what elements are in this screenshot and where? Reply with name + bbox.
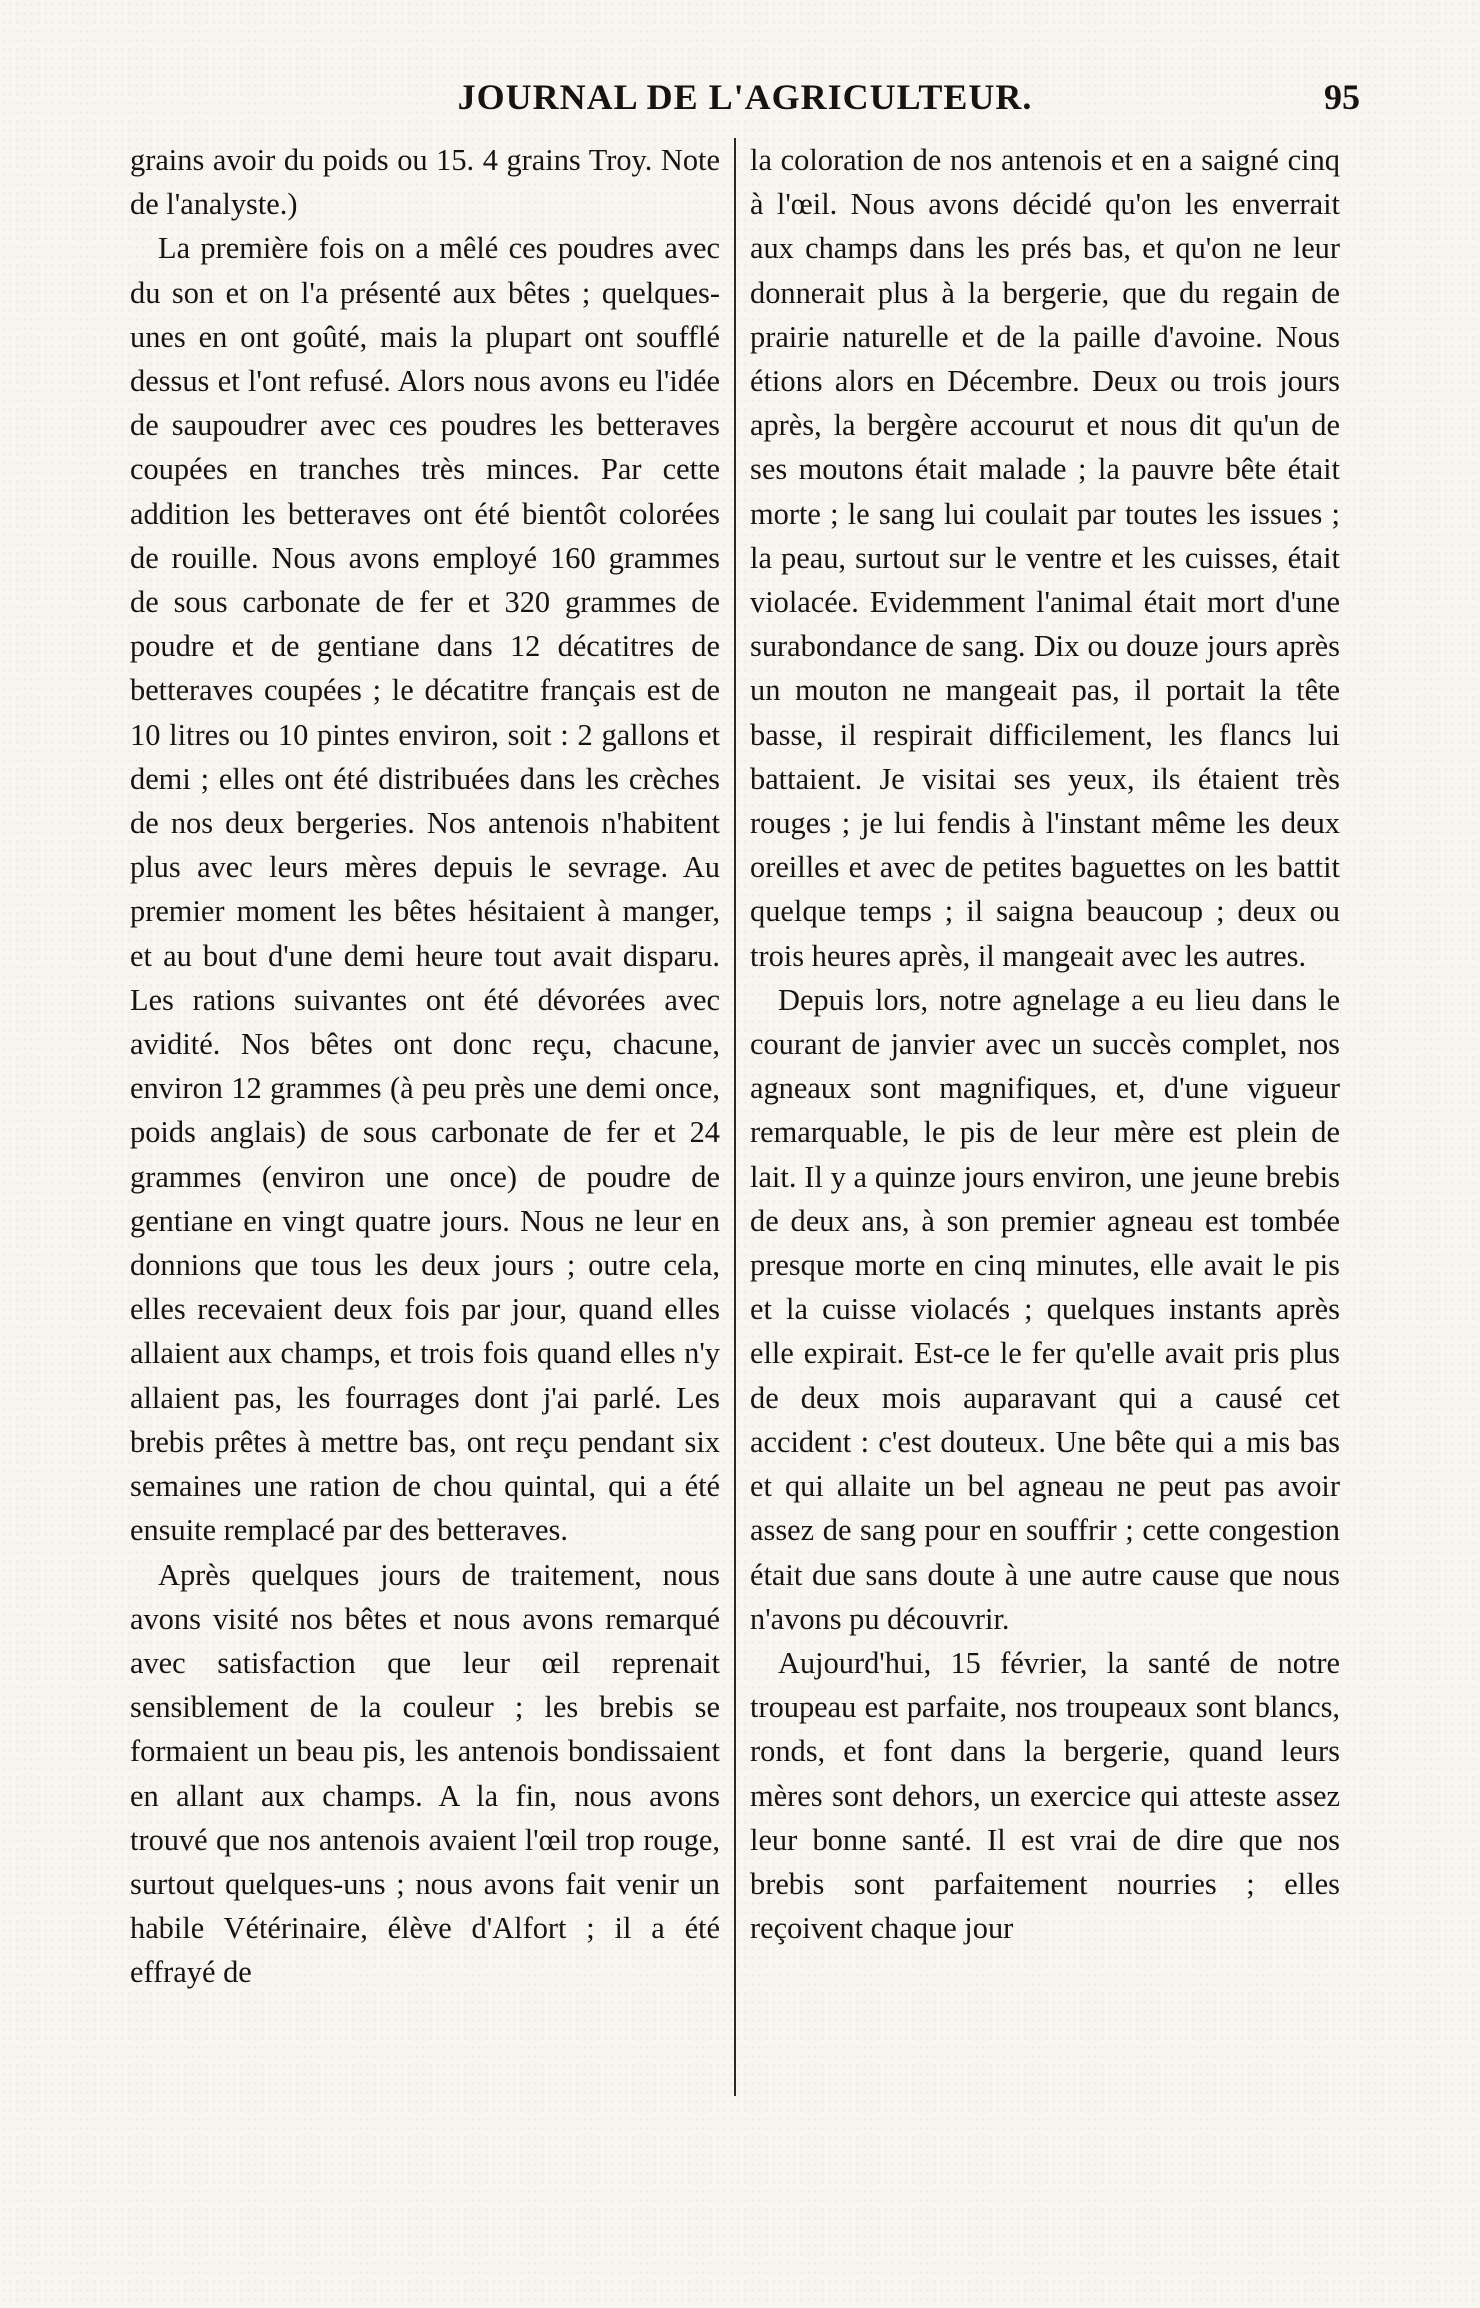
page-header [130, 70, 1360, 130]
running-title: JOURNAL DE L'AGRICULTEUR. [457, 77, 1033, 117]
right-column [750, 138, 1340, 1950]
left-paragraph-3: Après quelques jours de traitement, nous avons visité nos bêtes et nous avons remarqué avec satisfaction que leur œil reprenait sensiblement de la couleur ; les brebis se formaient un beau pis, les antenois bondissaient en allant aux champs. A la fin, nous avons trouvé que nos antenois avaient l'œil trop rouge, surtout quelques-uns ; nous avons fait venir un habile Vétérinaire, élève d'Alfort ; il a été effrayé de [130, 1557, 720, 1990]
right-paragraph-1: la coloration de nos antenois et en a saigné cinq à l'œil. Nous avons décidé qu'on les enverrait aux champs dans les prés bas, et qu'on ne leur donnerait plus à la bergerie, que du regain de prairie naturelle et de la paille d'avoine. Nous étions alors en Décembre. Deux ou trois jours après, la bergère accourut et nous dit qu'un de ses moutons était malade ; la pauvre bête était morte ; le sang lui coulait par toutes les issues ; la peau, surtout sur le ventre et les cuisses, était violacée. Evidemment l'animal était mort d'une surabondance de sang. Dix ou douze jours après un mouton ne mangeait pas, il portait la tête basse, il respirait difficilement, les flancs lui battaient. Je visitai ses yeux, ils étaient très rouges ; je lui fendis à l'instant même les deux oreilles et avec de petites baguettes on les battit quelque temps ; il saigna beaucoup ; deux ou trois heures après, il mangeait avec les autres. [750, 143, 1340, 973]
right-paragraph-3: Aujourd'hui, 15 février, la santé de notre troupeau est parfaite, nos troupeaux sont blancs, ronds, et font dans la bergerie, quand leurs mères sont dehors, un exercice qui atteste assez leur bonne santé. Il est vrai de dire que nos brebis sont parfaitement nourries ; elles reçoivent chaque jour [750, 1645, 1340, 1946]
right-paragraph-2: Depuis lors, notre agnelage a eu lieu dans le courant de janvier avec un succès complet, nos agneaux sont magnifiques, et, d'une vigueur remarquable, le pis de leur mère est plein de lait. Il y a quinze jours environ, une jeune brebis de deux ans, à son premier agneau est tombée presque morte en cinq minutes, elle avait le pis et la cuisse violacés ; quelques instants après elle expirait. Est-ce le fer qu'elle avait pris plus de deux mois auparavant qui a causé cet accident : c'est douteux. Une bête qui a mis bas et qui allaite un bel agneau ne peut pas avoir assez de sang pour en souffrir ; cette congestion était due sans doute à une autre cause que nous n'avons pu découvrir. [750, 982, 1340, 1636]
page-number: 95 [1324, 77, 1360, 117]
left-paragraph-1: grains avoir du poids ou 15. 4 grains Troy. Note de l'analyste.) [130, 143, 720, 222]
left-column [130, 138, 720, 1995]
column-divider [734, 138, 736, 2096]
left-paragraph-2: La première fois on a mêlé ces poudres avec du son et on l'a présenté aux bêtes ; quelques-unes en ont goûté, mais la plupart ont soufflé dessus et l'ont refusé. Alors nous avons eu l'idée de saupoudrer avec ces poudres les betteraves coupées en tranches très minces. Par cette addition les betteraves ont été bientôt colorées de rouille. Nous avons employé 160 grammes de sous carbonate de fer et 320 grammes de poudre et de gentiane dans 12 décatitres de betteraves coupées ; le décatitre français est de 10 litres ou 10 pintes environ, soit : 2 gallons et demi ; elles ont été distribuées dans les crèches de nos deux bergeries. Nos antenois n'habitent plus avec leurs mères depuis le sevrage. Au premier moment les bêtes hésitaient à manger, et au bout d'une demi heure tout avait disparu. Les rations suivantes ont été dévorées avec avidité. Nos bêtes ont donc reçu, chacune, environ 12 grammes (à peu près une demi once, poids anglais) de sous carbonate de fer et 24 grammes (environ une once) de poudre de gentiane en vingt quatre jours. Nous ne leur en donnions que tous les deux jours ; outre cela, elles recevaient deux fois par jour, quand elles allaient aux champs, et trois fois quand elles n'y allaient pas, les fourrages dont j'ai parlé. Les brebis prêtes à mettre bas, ont reçu pendant six semaines une ration de chou quintal, qui a été ensuite remplacé par des betteraves. [130, 231, 720, 1548]
